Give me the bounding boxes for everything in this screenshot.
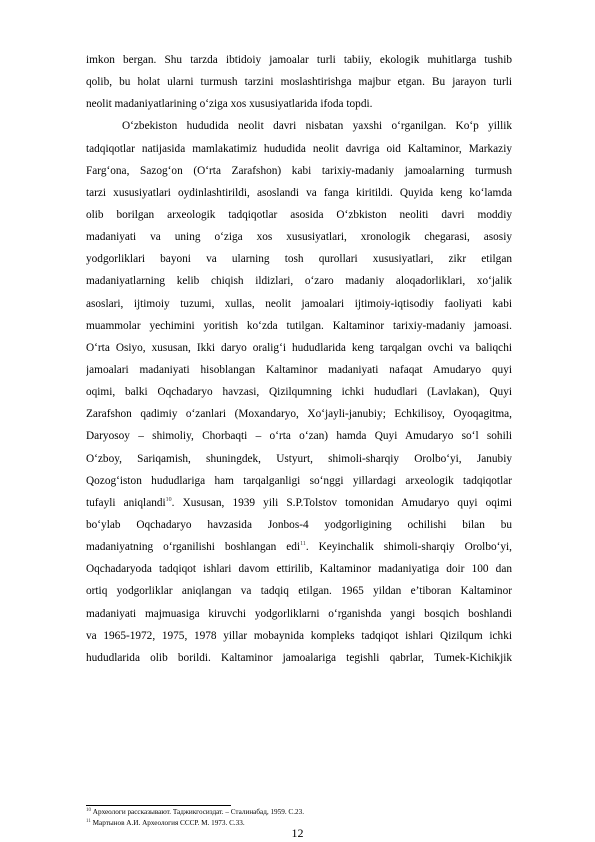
- text-line: imkon bergan. Shu tarzda ibtidoiy jamoalar turli tabiiy, ekologik muhitlarga tushib: [86, 54, 512, 66]
- text-line: oqimi, balki Oqchadaryo havzasi, Qizilqumning ichki hududlari (Lavlakan), Quyi: [86, 386, 512, 399]
- page-number: 12: [291, 826, 304, 840]
- text-line: bo‘ylab Oqchadaryo havzasida Jonbos-4 yodgorligining ochilishi bilan bu: [86, 518, 512, 531]
- text-line: muammolar yechimini yoritish ko‘zda tutilgan. Kaltaminor tarixiy-madaniy jamoasi.: [86, 319, 512, 332]
- text-line: Farg‘ona, Sazog‘on (O‘rta Zarafshon) kabi tarixiy-madaniy jamoalarning turmush: [86, 164, 512, 177]
- text-line: qolib, bu holat ularni turmush tarzini moslashtirishga majbur etgan. Bu jarayon turli: [86, 76, 512, 89]
- footnote-ref: 10: [165, 496, 172, 503]
- text-line: yodgorliklari bayoni va ularning tosh qurollari xususiyatlari, zikr etilgan: [86, 253, 512, 266]
- footnote-ref: 11: [300, 541, 306, 548]
- text-line: neolit madaniyatlarining o‘ziga xos xususiyatlarida ifoda topdi.: [86, 98, 373, 111]
- footnote-text: Археологи рассказывают. Таджикгосиздат. – Сталинабад, 1959. С.23.: [92, 808, 305, 816]
- text-line: madaniyati va uning o‘ziga xos xususiyatlari, xronologik chegarasi, asosiy: [86, 231, 512, 244]
- footnote-number: 10: [86, 808, 91, 813]
- text-line-with-footnote: [86, 536, 512, 558]
- text-line: olib borilgan arxeologik tadqiqotlar asosida O‘zbkiston neoliti davri moddiy: [86, 208, 512, 221]
- text-line: madaniyatlarning kelib chiqish ildizlari, o‘zaro madaniy aloqadorliklari, xo‘jalik: [86, 275, 512, 288]
- footnote: [86, 808, 304, 817]
- text-line: Qozog‘iston hududlariga ham tarqalganligi so‘nggi yillardagi arxeologik tadqiqotlar: [86, 474, 512, 487]
- text-line: jamoalari madaniyati hisoblangan Kaltaminor madaniyati nafaqat Amudaryo quyi: [86, 363, 512, 376]
- text-line: tarzi xususiyatlari oydinlashtirildi, asoslandi va fanga kiritildi. Quyida keng ko‘lamda: [86, 186, 512, 199]
- footnote-text: Мартынов А.И. Археология СССР. М. 1973. С.33.: [92, 819, 245, 827]
- text-line: tadqiqotlar natijasida mamlakatimiz hududida neolit davriga oid Kaltaminor, Markaziy: [86, 142, 512, 155]
- text-line: Daryosoy – shimoliy, Chorbaqti – o‘rta o‘zan) hamda Quyi Amudaryo so‘l sohili: [86, 430, 512, 443]
- text-fragment: . Xususan, 1939 yili S.P.Tolstov tomonidan Amudaryo quyi oqimi: [171, 496, 512, 509]
- text-line: O‘zboy, Sariqamish, shuningdek, Ustyurt, shimoli-sharqiy Orolbo‘yi, Janubiy: [86, 452, 512, 465]
- text-line-with-footnote: [86, 492, 512, 514]
- text-line: ortiq yodgorliklar aniqlangan va tadqiq etilgan. 1965 yildan e’tiboran Kaltaminor: [86, 585, 512, 598]
- text-fragment: madaniyatning o‘rganilishi boshlangan edi: [86, 541, 301, 554]
- text-line: madaniyati majmuasiga kiruvchi yodgorliklarni o‘rganishda yangi bosqich boshlandi: [86, 607, 512, 620]
- text-line: va 1965-1972, 1975, 1978 yillar mobaynida kompleks tadqiqot ishlari Qizilqum ichki: [86, 629, 512, 642]
- text-line: Zarafshon qadimiy o‘zanlari (Moxandaryo, Xo‘jayli-janubiy; Echkilisoy, Oyoqagitma,: [86, 408, 512, 421]
- body-text: [86, 49, 512, 669]
- text-fragment: tufayli aniqlandi: [86, 496, 166, 509]
- footnote-number: 11: [86, 819, 91, 824]
- text-line: O‘rta Osiyo, xususan, Ikki daryo oralig‘i hududlarida keng tarqalgan ovchi va baliqchi: [86, 341, 512, 354]
- text-line: hududlarida olib borildi. Kaltaminor jamoalariga tegishli qabrlar, Tumek-Kichikjik: [86, 651, 512, 664]
- text-fragment: . Keyinchalik shimoli-sharqiy Orolbo‘yi,: [305, 541, 512, 554]
- text-line: O‘zbekiston hududida neolit davri nisbatan yaxshi o‘rganilgan. Ko‘p yillik: [122, 120, 512, 133]
- text-line: Oqchadaryoda tadqiqot ishlari davom ettirilib, Kaltaminor madaniyatiga doir 100 dan: [86, 563, 512, 576]
- text-line: asoslari, ijtimoiy tuzumi, xullas, neolit jamoalari ijtimoiy-iqtisodiy faoliyati kabi: [86, 297, 512, 310]
- footnote-divider: [86, 805, 231, 806]
